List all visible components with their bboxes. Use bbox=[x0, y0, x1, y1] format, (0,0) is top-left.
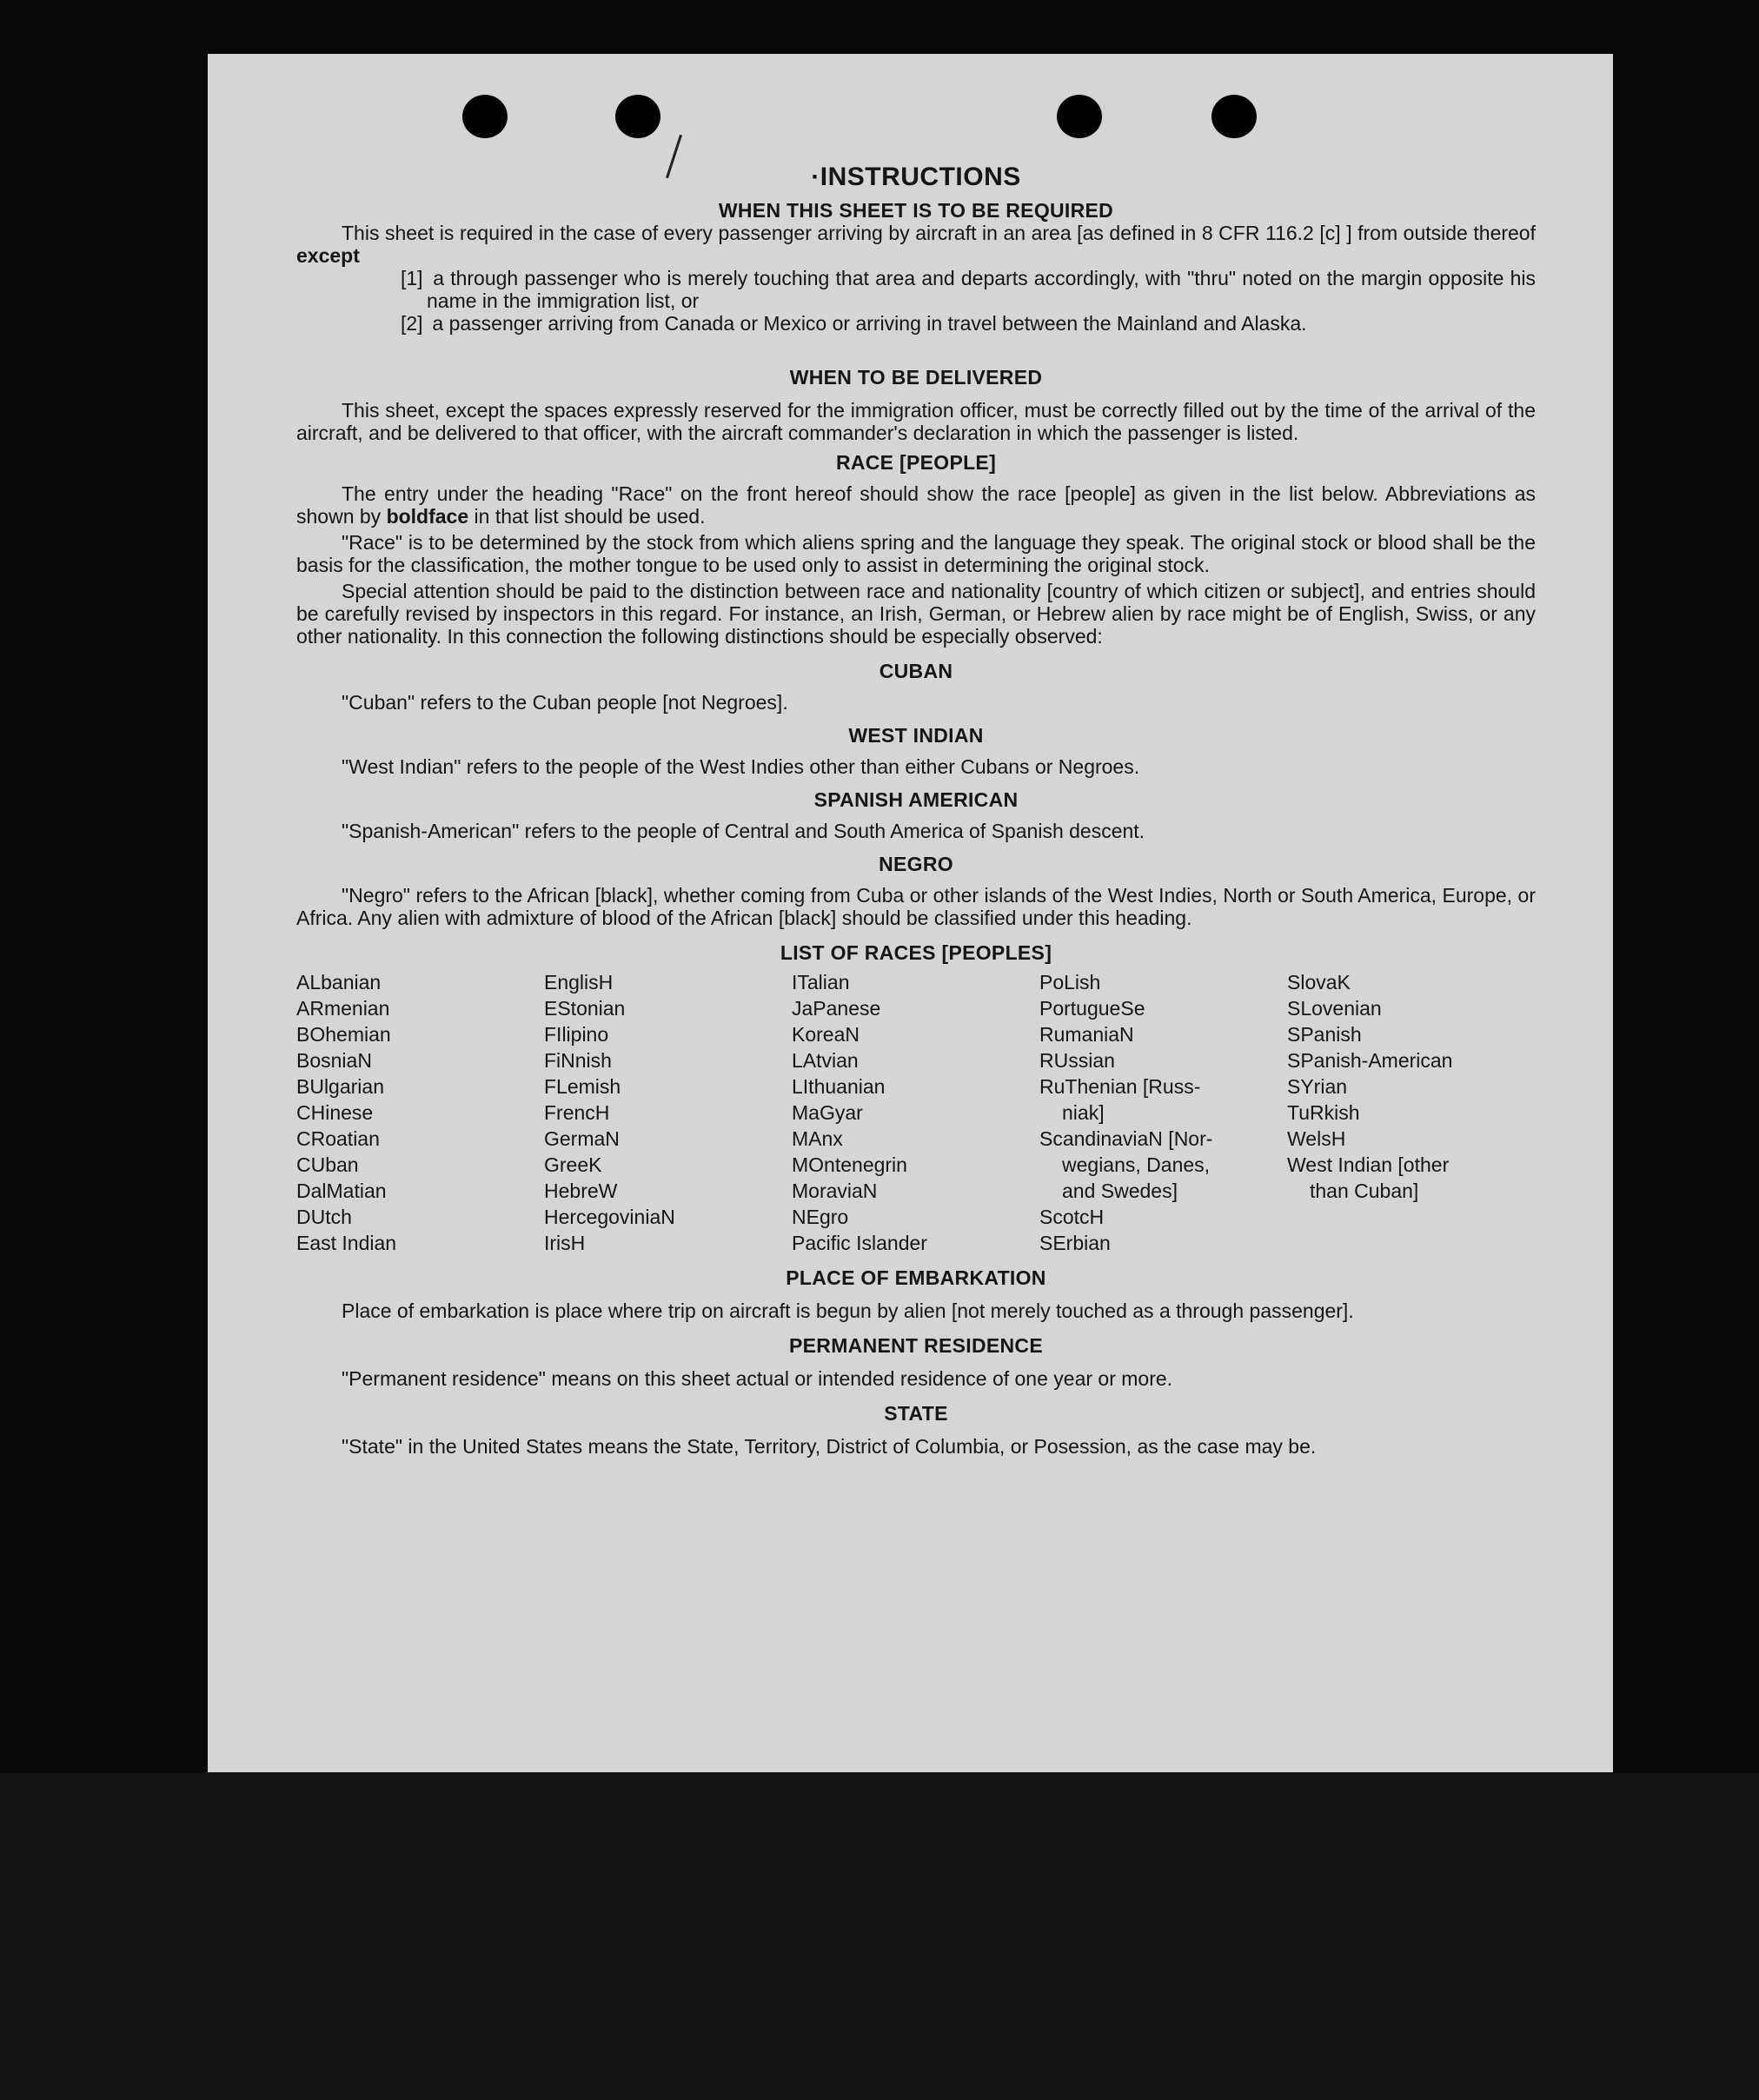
punch-hole bbox=[1211, 95, 1257, 138]
background-lower bbox=[0, 1773, 1759, 2100]
race-entry: GreeK bbox=[544, 1153, 602, 1176]
section-heading-spanish-american: SPANISH AMERICAN bbox=[813, 788, 1019, 811]
race-entry: GermaN bbox=[544, 1127, 620, 1150]
punch-hole bbox=[1057, 95, 1102, 138]
race-p1-text: The entry under the heading "Race" on the front hereof should show the race [people] as given in the list below. Abbreviations as shown by bbox=[296, 482, 1536, 528]
when-required-intro bbox=[296, 222, 1536, 267]
race-entry: LIthuanian bbox=[792, 1075, 886, 1098]
exception-item bbox=[296, 312, 1536, 335]
race-entry: HebreW bbox=[544, 1180, 618, 1202]
section-heading-west-indian: WEST INDIAN bbox=[848, 724, 984, 747]
race-entry: MaGyar bbox=[792, 1101, 863, 1124]
race-entry: SPanish-American bbox=[1287, 1049, 1453, 1072]
race-list bbox=[296, 969, 1536, 1256]
instructions-content bbox=[296, 163, 1536, 1458]
race-entry: DalMatian bbox=[296, 1180, 387, 1202]
race-column bbox=[296, 969, 544, 1256]
race-column bbox=[1287, 969, 1535, 1256]
section-heading-embarkation: PLACE OF EMBARKATION bbox=[786, 1266, 1046, 1289]
race-entry: HercegoviniaN bbox=[544, 1206, 675, 1228]
race-entry: BosniaN bbox=[296, 1049, 372, 1072]
section-heading-residence: PERMANENT RESIDENCE bbox=[789, 1334, 1043, 1357]
document-sheet bbox=[208, 54, 1613, 1772]
race-entry: CRoatian bbox=[296, 1127, 380, 1150]
when-delivered-text: This sheet, except the spaces expressly reserved for the immigration officer, must be correctly filled out by the time of the arrival of the aircraft, and be delivered to that officer, with the aircraft commander's declaration in which the passenger is listed. bbox=[296, 399, 1536, 444]
race-entry: RUssian bbox=[1039, 1049, 1115, 1072]
race-paragraph-3: Special attention should be paid to the distinction between race and nationality [country of which citizen or subject], and entries should be carefully revised by inspectors in this regard. For instance, an Irish, German, or Hebrew alien by race might be of English, Swiss, or any other nationality. In this connection the following distinctions should be especially observed: bbox=[296, 580, 1536, 648]
section-heading-when-delivered: WHEN TO BE DELIVERED bbox=[789, 366, 1043, 389]
race-entry: ScotcH bbox=[1039, 1206, 1105, 1228]
race-entry: FiNnish bbox=[544, 1049, 612, 1072]
race-entry: East Indian bbox=[296, 1232, 397, 1254]
residence-text: "Permanent residence" means on this sheet actual or intended residence of one year or more. bbox=[342, 1367, 1173, 1390]
race-p1-bold: boldface bbox=[386, 505, 469, 528]
section-heading-cuban: CUBAN bbox=[879, 660, 953, 682]
punch-hole bbox=[615, 95, 660, 138]
race-entry: FIlipino bbox=[544, 1023, 609, 1046]
section-heading-state: STATE bbox=[884, 1402, 948, 1425]
state-text: "State" in the United States means the State, Territory, District of Columbia, or Posession, as the case may be. bbox=[342, 1435, 1317, 1458]
race-entry: WelsH bbox=[1287, 1127, 1346, 1150]
race-entry: IrisH bbox=[544, 1232, 586, 1254]
race-entry: MoraviaN bbox=[792, 1180, 878, 1202]
section-heading-race: RACE [PEOPLE] bbox=[835, 451, 997, 474]
embarkation-text: Place of embarkation is place where trip on aircraft is begun by alien [not merely touched as a through passenger]. bbox=[342, 1299, 1354, 1322]
race-entry: DUtch bbox=[296, 1206, 352, 1228]
race-entry: RuThenian [Russ- bbox=[1039, 1075, 1201, 1098]
race-entry: FrencH bbox=[544, 1101, 610, 1124]
punch-hole bbox=[462, 95, 508, 138]
intro-text: This sheet is required in the case of every passenger arriving by aircraft in an area [as defined in 8 CFR 116.2 [c] ] from outside thereof bbox=[342, 222, 1536, 244]
race-entry: MOntenegrin bbox=[792, 1153, 907, 1176]
race-entry: than Cuban] bbox=[1310, 1180, 1419, 1202]
race-entry: SlovaK bbox=[1287, 971, 1351, 994]
race-entry: BUlgarian bbox=[296, 1075, 384, 1098]
race-entry: ScandinaviaN [Nor- bbox=[1039, 1127, 1213, 1150]
race-entry: PortugueSe bbox=[1039, 997, 1145, 1020]
item-number: [1] bbox=[401, 267, 423, 289]
race-entry: BOhemian bbox=[296, 1023, 391, 1046]
race-paragraph-1 bbox=[296, 482, 1536, 528]
race-entry: CHinese bbox=[296, 1101, 374, 1124]
race-column bbox=[1039, 969, 1287, 1256]
race-entry: CUban bbox=[296, 1153, 359, 1176]
race-column bbox=[544, 969, 792, 1256]
race-entry: ITalian bbox=[792, 971, 850, 994]
race-entry: KoreaN bbox=[792, 1023, 860, 1046]
section-heading-negro: NEGRO bbox=[879, 853, 953, 875]
race-column bbox=[792, 969, 1039, 1256]
race-entry: SPanish bbox=[1287, 1023, 1362, 1046]
race-entry: and Swedes] bbox=[1062, 1180, 1178, 1202]
race-entry: NEgro bbox=[792, 1206, 849, 1228]
item-number: [2] bbox=[401, 312, 423, 335]
race-entry: wegians, Danes, bbox=[1062, 1153, 1211, 1176]
race-paragraph-2: "Race" is to be determined by the stock from which aliens spring and the language they speak. The original stock or blood shall be the basis for the classification, the mother tongue to be used only to assist in determining the original stock. bbox=[296, 531, 1536, 576]
race-entry: ALbanian bbox=[296, 971, 382, 994]
race-entry: SLovenian bbox=[1287, 997, 1382, 1020]
race-entry: TuRkish bbox=[1287, 1101, 1360, 1124]
cuban-text: "Cuban" refers to the Cuban people [not Negroes]. bbox=[342, 691, 788, 714]
item-text: a passenger arriving from Canada or Mexico or arriving in travel between the Mainland and Alaska. bbox=[432, 312, 1307, 335]
race-entry: niak] bbox=[1062, 1101, 1105, 1124]
page-title: ·INSTRUCTIONS bbox=[811, 163, 1021, 191]
race-entry: West Indian [other bbox=[1287, 1153, 1450, 1176]
race-entry: MAnx bbox=[792, 1127, 843, 1150]
race-entry: FLemish bbox=[544, 1075, 621, 1098]
race-entry: Pacific Islander bbox=[792, 1232, 927, 1254]
intro-bold: except bbox=[296, 244, 360, 267]
race-entry: ARmenian bbox=[296, 997, 390, 1020]
section-heading-list-of-races: LIST OF RACES [PEOPLES] bbox=[780, 941, 1052, 964]
race-entry: RumaniaN bbox=[1039, 1023, 1134, 1046]
race-entry: JaPanese bbox=[792, 997, 881, 1020]
race-entry: EStonian bbox=[544, 997, 626, 1020]
exception-item bbox=[296, 267, 1536, 312]
race-entry: SErbian bbox=[1039, 1232, 1111, 1254]
race-entry: EnglisH bbox=[544, 971, 614, 994]
spanish-american-text: "Spanish-American" refers to the people of Central and South America of Spanish descent. bbox=[342, 820, 1145, 842]
race-entry: LAtvian bbox=[792, 1049, 859, 1072]
negro-text: "Negro" refers to the African [black], whether coming from Cuba or other islands of the West Indies, North or South America, Europe, or Africa. Any alien with admixture of blood of the African [black] should be classified under this heading. bbox=[296, 884, 1536, 929]
west-indian-text: "West Indian" refers to the people of the West Indies other than either Cubans or Negroes. bbox=[342, 755, 1140, 778]
race-entry: PoLish bbox=[1039, 971, 1101, 994]
race-p1-text-end: in that list should be used. bbox=[474, 505, 706, 528]
section-heading-when-required: WHEN THIS SHEET IS TO BE REQUIRED bbox=[718, 199, 1114, 222]
item-text: a through passenger who is merely touching that area and departs accordingly, with "thru" noted on the margin opposite his name in the immigration list, or bbox=[427, 267, 1536, 312]
race-entry: SYrian bbox=[1287, 1075, 1348, 1098]
